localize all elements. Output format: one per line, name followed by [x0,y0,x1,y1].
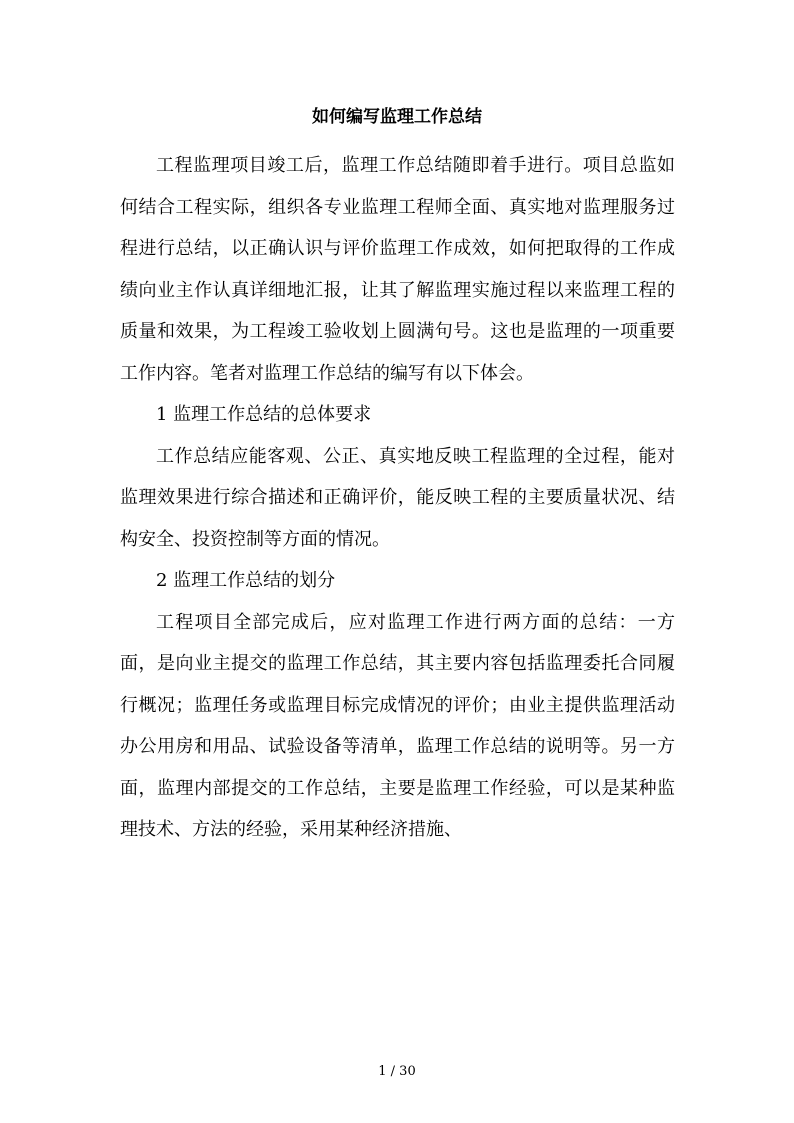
page-number: 1 / 30 [378,1064,416,1079]
intro-paragraph: 工程监理项目竣工后，监理工作总结随即着手进行。项目总监如何结合工程实际，组织各专业监理工程师全面、真实地对监理服务过程进行总结，以正确认识与评价监理工作成效，如何把取得的工作成绩向业主作认真详细地汇报，让其了解监理实施过程以来监理工程的质量和效果，为工程竣工验收划上圆满句号。这也是监理的一项重要工作内容。笔者对监理工作总结的编写有以下体会。 [120,155,675,384]
section-1-paragraph: 工作总结应能客观、公正、真实地反映工程监理的全过程，能对监理效果进行综合描述和正确评价，能反映工程的主要质量状况、结构安全、投资控制等方面的情况。 [120,445,675,550]
document-title: 如何编写监理工作总结 [312,107,482,127]
section-heading-1: 1 监理工作总结的总体要求 [156,404,372,425]
section-heading-2: 2 监理工作总结的划分 [156,570,336,591]
document-body [120,145,675,851]
section-2-paragraph: 工程项目全部完成后，应对监理工作进行两方面的总结：一方面，是向业主提交的监理工作总结，其主要内容包括监理委托合同履行概况；监理任务或监理目标完成情况的评价；由业主提供监理活动办公用房和用品、试验设备等清单，监理工作总结的说明等。另一方面，监理内部提交的工作总结，主要是监理工作经验，可以是某种监理技术、方法的经验，采用某种经济措施、 [120,611,675,840]
